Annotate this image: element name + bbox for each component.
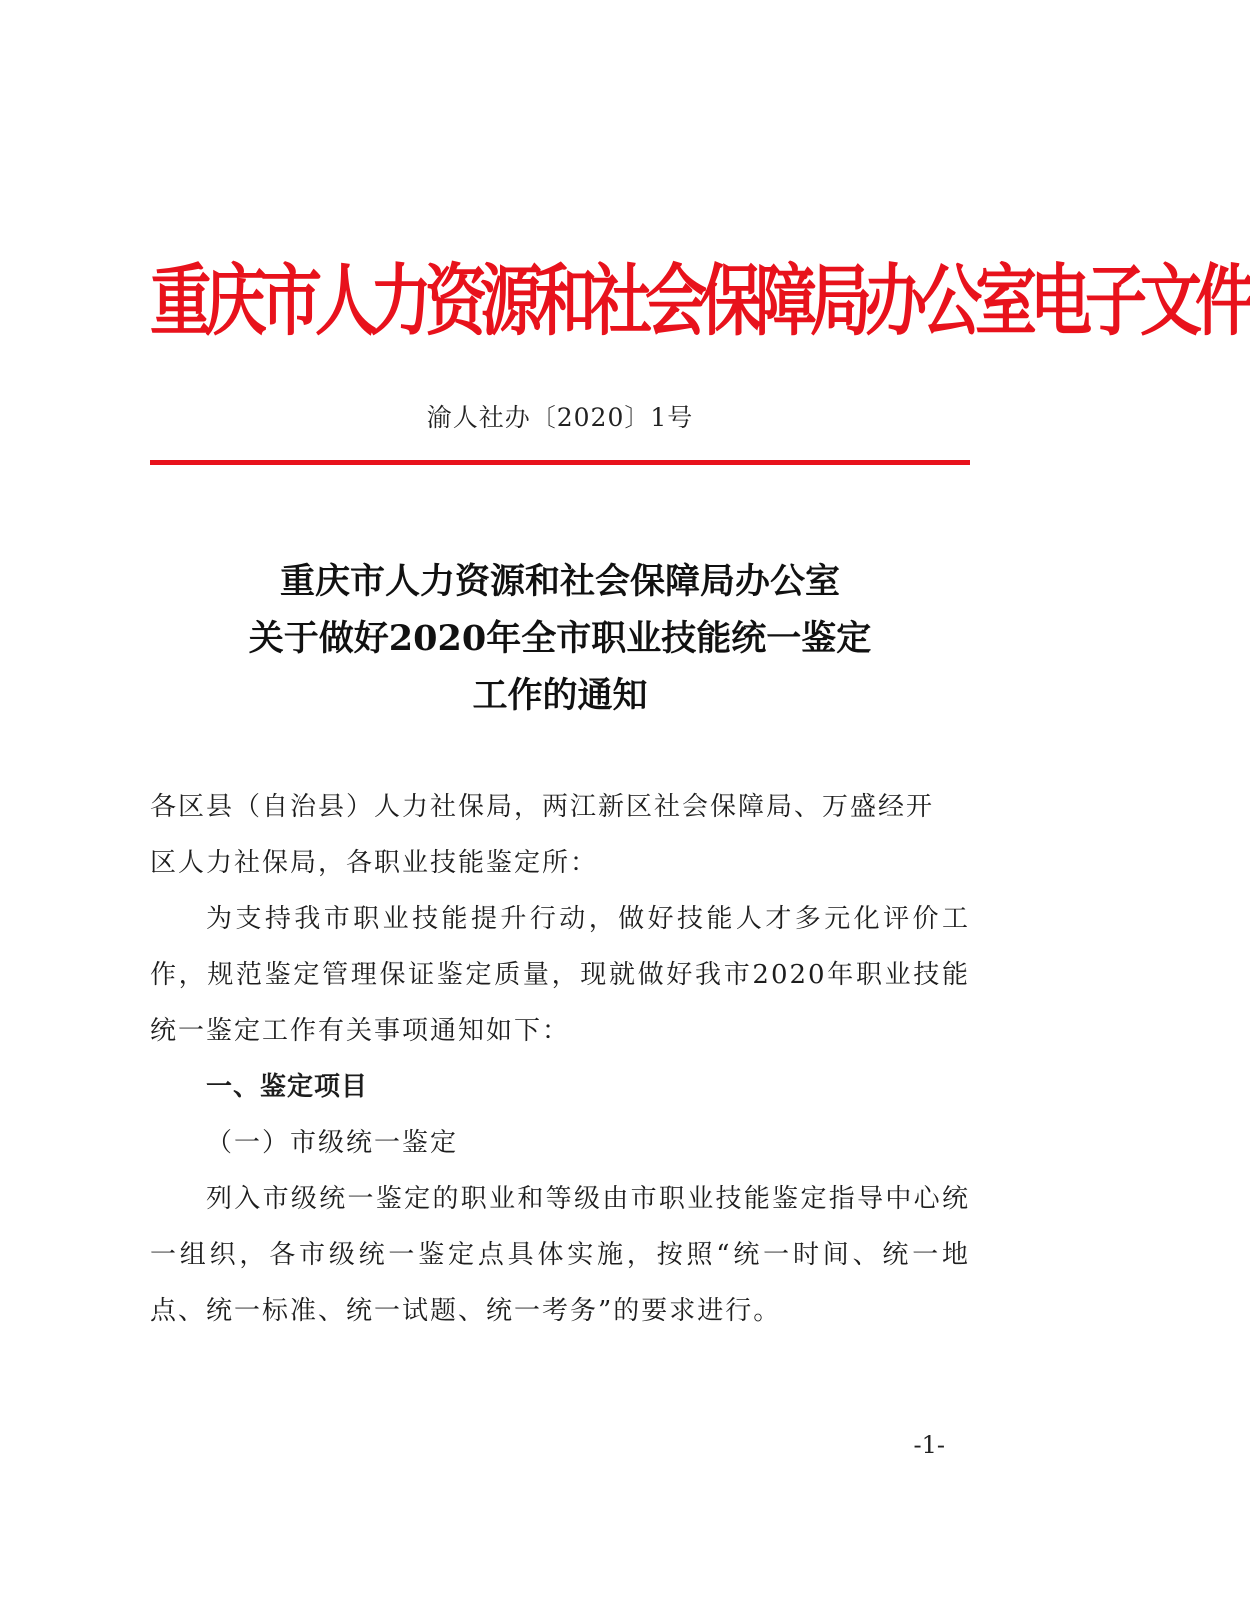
intro-paragraph: 为支持我市职业技能提升行动，做好技能人才多元化评价工作，规范鉴定管理保证鉴定质量，现就做好我市2020年职业技能统一鉴定工作有关事项通知如下：	[150, 904, 970, 1046]
recipients-line-1: 各区县（自治县）人力社保局，两江新区社会保障局、万盛经开	[150, 792, 935, 822]
subsection-heading: （一）市级统一鉴定	[206, 1128, 459, 1158]
notice-body	[150, 779, 970, 1339]
document-number: 渝人社办〔2020〕1号	[426, 403, 694, 432]
title-line-2: 关于做好2020年全市职业技能统一鉴定	[248, 618, 872, 659]
section-heading: 一、鉴定项目	[206, 1072, 369, 1102]
recipients-line-2: 区人力社保局，各职业技能鉴定所：	[150, 848, 599, 878]
red-divider	[150, 460, 970, 465]
title-line-1: 重庆市人力资源和社会保障局办公室	[279, 561, 840, 602]
masthead-title: 重庆市人力资源和社会保障局办公室电子文件	[150, 254, 1250, 346]
page-number: -1-	[913, 1431, 945, 1459]
subsection-paragraph: 列入市级统一鉴定的职业和等级由市职业技能鉴定指导中心统一组织，各市级统一鉴定点具体实施，按照“统一时间、统一地点、统一标准、统一试题、统一考务”的要求进行。	[150, 1184, 970, 1326]
notice-title	[150, 553, 970, 724]
title-line-3: 工作的通知	[472, 675, 648, 716]
